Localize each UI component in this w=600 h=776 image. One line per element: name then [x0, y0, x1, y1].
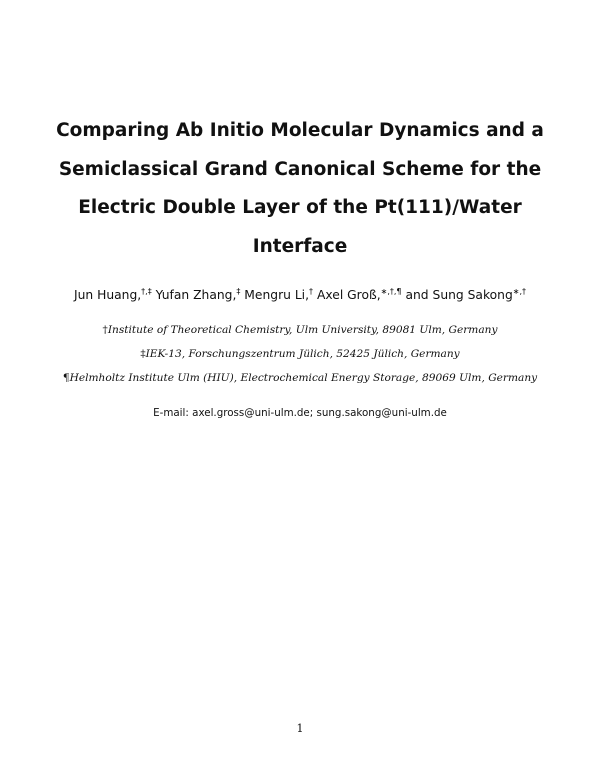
affiliation-text: IEK-13, Forschungszentrum Jülich, 52425 Jülich, Germany	[145, 348, 460, 360]
affiliation-mark: ¶	[62, 372, 70, 384]
author-affiliation-marks: ∗,†,¶	[380, 287, 402, 296]
affiliation-text: Institute of Theoretical Chemistry, Ulm University, 89081 Ulm, Germany	[107, 324, 498, 336]
author-name: Mengru Li,	[244, 288, 310, 302]
page-number: 1	[296, 722, 304, 735]
affiliation	[0, 371, 600, 385]
affiliation-text: Helmholtz Institute Ulm (HIU), Electrochemical Energy Storage, 89069 Ulm, Germany	[69, 372, 538, 384]
author-name: Yufan Zhang,	[155, 288, 237, 302]
contact-email: E-mail: axel.gross@uni-ulm.de; sung.sakong@uni-ulm.de	[153, 407, 447, 419]
affiliation	[0, 347, 600, 361]
author-conjunction: and	[405, 288, 429, 302]
author-name: Sung Sakong	[432, 288, 513, 302]
author-affiliation-marks: †	[309, 287, 314, 296]
affiliation-mark: †	[102, 324, 108, 336]
author-name: Axel Groß,	[316, 288, 381, 302]
author-affiliation-marks: ‡	[236, 287, 241, 296]
affiliation-mark: ‡	[140, 348, 146, 360]
paper-title: Comparing Ab Initio Molecular Dynamics and a Semiclassical Grand Canonical Scheme for the Electric Double Layer of the Pt(111)/Water Interface	[56, 120, 544, 257]
author-affiliation-marks: †,‡	[141, 287, 152, 296]
author-name: Jun Huang,	[73, 288, 142, 302]
author-list	[20, 286, 580, 304]
author-affiliation-marks: ∗,†	[512, 287, 527, 296]
affiliation	[0, 323, 600, 337]
